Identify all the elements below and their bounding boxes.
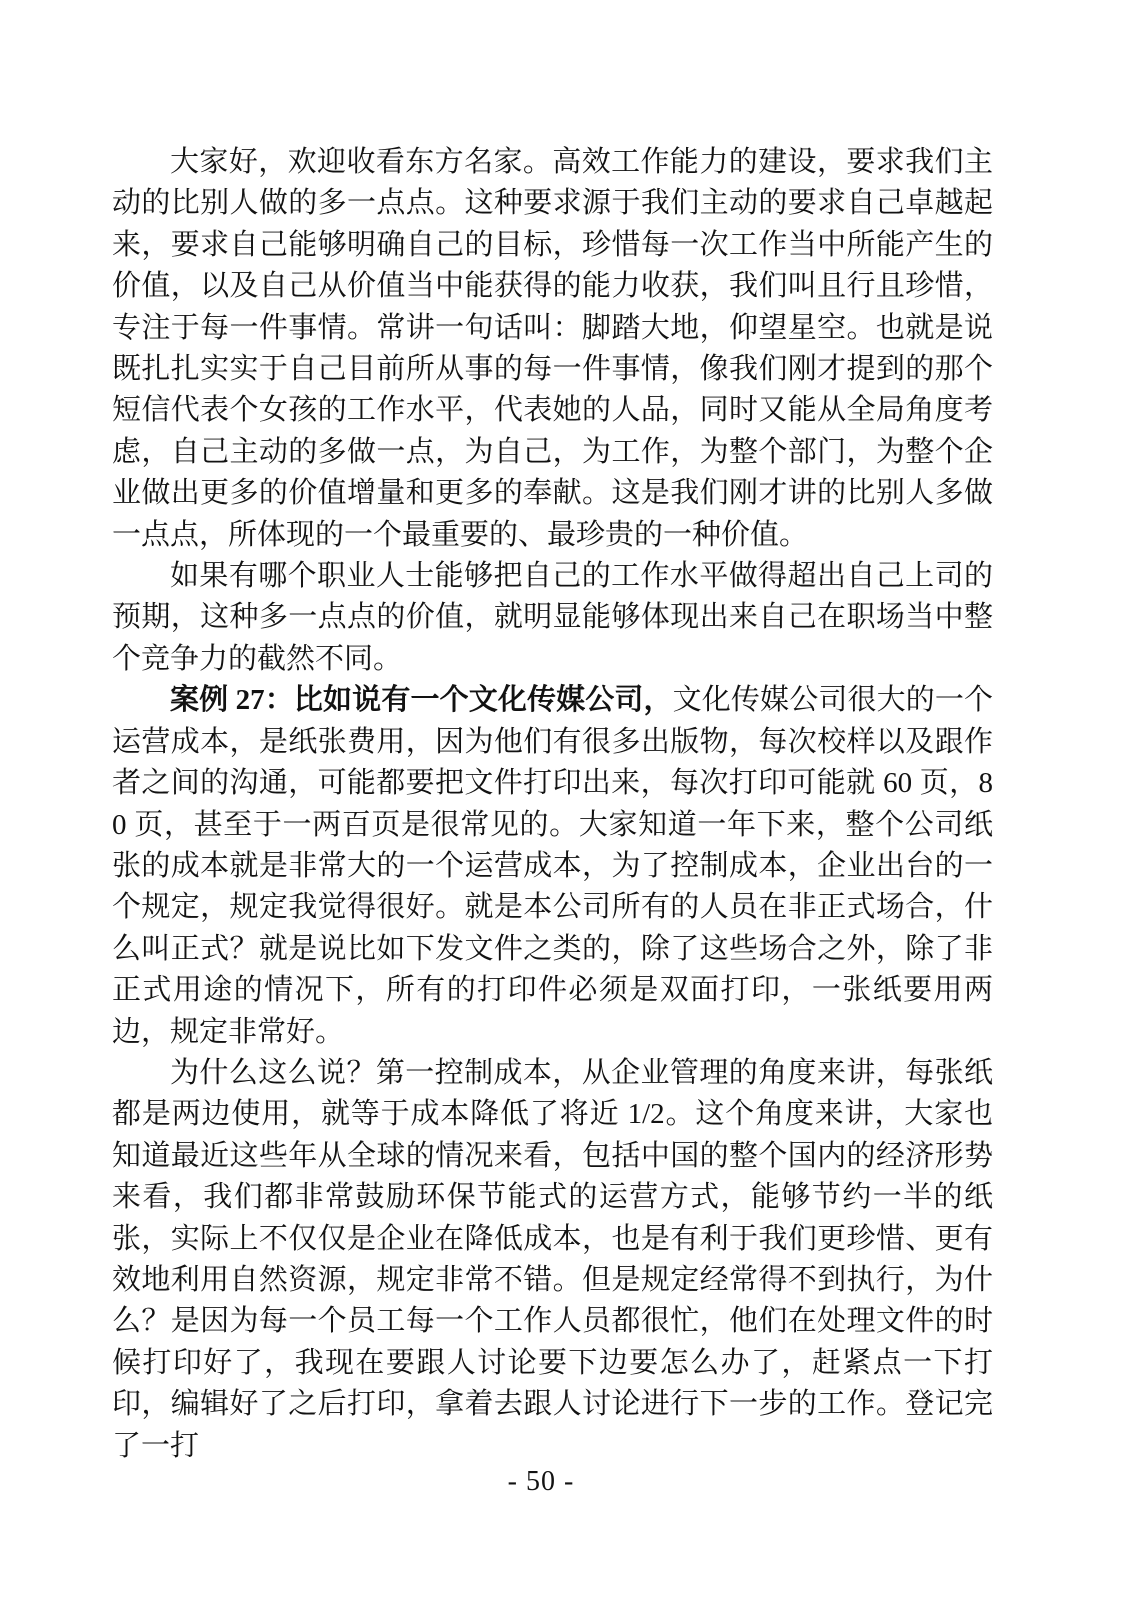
document-body bbox=[112, 142, 993, 1467]
paragraph bbox=[112, 556, 993, 680]
paragraph bbox=[112, 1053, 993, 1467]
case-label-bold-text: 案例 27：比如说有一个文化传媒公司， bbox=[170, 684, 673, 717]
paragraph bbox=[112, 142, 993, 556]
paragraph bbox=[112, 680, 993, 1053]
page-number: - 50 - bbox=[507, 1466, 575, 1497]
text-segment: 文化传媒公司很大的一个运营成本，是纸张费用，因为他们有很多出版物，每次校样以及跟作者之间的沟通，可能都要把文件打印出来，每次打印可能就 60 页，80 页，甚至于一两百页是很常见的。大家知道一年下来，整个公司纸张的成本就是非常大的一个运营成本，为了控制成本，企业出台的一个规定，规定我觉得很好。就是本公司所有的人员在非正式场合，什么叫正式？就是说比如下发文件之类的，除了这些场合之外，除了非正式用途的情况下，所有的打印件必须是双面打印，一张纸要用两边，规定非常好。 bbox=[112, 684, 993, 1048]
text-segment: 大家好，欢迎收看东方名家。高效工作能力的建设，要求我们主动的比别人做的多一点点。这种要求源于我们主动的要求自己卓越起来，要求自己能够明确自己的目标，珍惜每一次工作当中所能产生的价值，以及自己从价值当中能获得的能力收获，我们叫且行且珍惜，专注于每一件事情。常讲一句话叫：脚踏大地，仰望星空。也就是说既扎扎实实于自己目前所从事的每一件事情，像我们刚才提到的那个短信代表个女孩的工作水平，代表她的人品，同时又能从全局角度考虑，自己主动的多做一点，为自己，为工作，为整个部门，为整个企业做出更多的价值增量和更多的奉献。这是我们刚才讲的比别人多做一点点，所体现的一个最重要的、最珍贵的一种价值。 bbox=[112, 146, 993, 551]
text-segment: 如果有哪个职业人士能够把自己的工作水平做得超出自己上司的预期，这种多一点点的价值，就明显能够体现出来自己在职场当中整个竞争力的截然不同。 bbox=[112, 560, 993, 675]
text-segment: 为什么这么说？第一控制成本，从企业管理的角度来讲，每张纸都是两边使用，就等于成本降低了将近 1/2。这个角度来讲，大家也知道最近这些年从全球的情况来看，包括中国的整个国内的经济形势来看，我们都非常鼓励环保节能式的运营方式，能够节约一半的纸张，实际上不仅仅是企业在降低成本，也是有利于我们更珍惜、更有效地利用自然资源，规定非常不错。但是规定经常得不到执行，为什么？是因为每一个员工每一个工作人员都很忙，他们在处理文件的时候打印好了，我现在要跟人讨论要下边要怎么办了，赶紧点一下打印，编辑好了之后打印，拿着去跟人讨论进行下一步的工作。登记完了一打 bbox=[112, 1056, 993, 1462]
